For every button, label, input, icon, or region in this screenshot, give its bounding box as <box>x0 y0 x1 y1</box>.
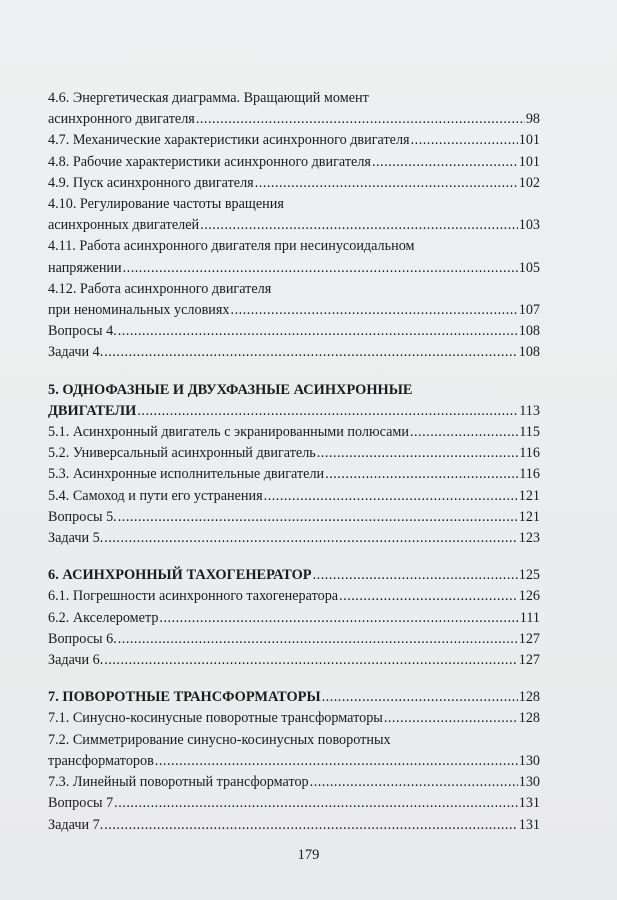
toc-entry[interactable] <box>48 650 540 671</box>
toc-page-number: 116 <box>519 466 540 483</box>
dot-leader <box>104 528 517 549</box>
toc-entry-title: при неноминальных условиях <box>48 302 230 319</box>
toc-entry[interactable] <box>48 88 540 130</box>
toc-page-number: 107 <box>518 302 540 319</box>
toc-entry[interactable] <box>48 173 540 194</box>
toc-entry-title: 5.2. Универсальный асинхронный двигатель <box>48 445 316 462</box>
toc-entry[interactable] <box>48 194 540 236</box>
dot-leader <box>196 109 525 130</box>
toc-entry[interactable] <box>48 608 540 629</box>
toc-page-number: 98 <box>525 111 540 128</box>
toc-entry[interactable] <box>48 342 540 363</box>
toc-entry-title: 4.7. Механические характеристики асинхронного двигателя <box>48 132 410 149</box>
page-number: 179 <box>297 847 320 863</box>
toc-entry-title: 4.8. Рабочие характеристики асинхронного двигателя <box>48 153 371 170</box>
toc-page-number: 115 <box>519 424 540 441</box>
toc-entry-title-line: 7.2. Симметрирование синусно-косинусных поворотных <box>48 731 391 748</box>
toc-entry-title: 7.1. Синусно-косинусные поворотные трансформаторы <box>48 710 383 727</box>
toc-entry-title: напряжении <box>48 259 122 276</box>
toc-page-number: 116 <box>519 445 540 462</box>
dot-leader <box>313 565 518 586</box>
toc-page-number: 131 <box>518 795 540 812</box>
toc-entry[interactable] <box>48 815 540 836</box>
toc-page-number: 125 <box>518 567 540 584</box>
toc-entry[interactable] <box>48 443 540 464</box>
dot-leader <box>384 708 518 729</box>
toc-entry-leader-line <box>48 300 540 321</box>
toc-entry[interactable] <box>48 793 540 814</box>
toc-entry-title: Вопросы 7 <box>48 795 114 812</box>
dot-leader <box>200 215 518 236</box>
toc-entry-title-line: 5. ОДНОФАЗНЫЕ И ДВУХФАЗНЫЕ АСИНХРОННЫЕ <box>48 381 413 398</box>
toc-page-number: 127 <box>518 652 540 669</box>
toc-chapter[interactable] <box>48 565 540 586</box>
toc-entry[interactable] <box>48 321 540 342</box>
dot-leader <box>114 793 518 814</box>
toc-entry-title: Вопросы 5. <box>48 508 117 525</box>
dot-leader <box>322 687 518 708</box>
toc-entry-leader-line <box>48 215 540 236</box>
toc-page-number: 108 <box>518 344 540 361</box>
toc-page-number: 131 <box>518 816 540 833</box>
toc-entry-leader-line <box>48 708 540 729</box>
toc-entry-leader-line <box>48 321 540 342</box>
dot-leader <box>372 152 518 173</box>
toc-entry-leader-line <box>48 528 540 549</box>
toc-entry-title-line: 4.6. Энергетическая диаграмма. Вращающий момент <box>48 90 369 106</box>
toc-entry-title-line: 4.11. Работа асинхронного двигателя при несинусоидальном <box>48 238 415 255</box>
toc-entry-title: 4.9. Пуск асинхронного двигателя <box>48 174 254 191</box>
toc-entry[interactable] <box>48 528 540 549</box>
toc-entry-title: 6. АСИНХРОННЫЙ ТАХОГЕНЕРАТОР <box>48 567 312 584</box>
toc-entry-leader-line <box>48 464 540 485</box>
toc-entry-leader-line <box>48 443 540 464</box>
toc-entry-title: Задачи 7. <box>48 816 104 833</box>
toc-entry-leader-line <box>48 173 540 194</box>
dot-leader <box>264 486 518 507</box>
toc-page-number: 128 <box>518 689 540 706</box>
toc-entry-leader-line <box>48 751 540 772</box>
toc-page-number: 123 <box>518 530 540 547</box>
toc-page-number: 126 <box>518 588 540 605</box>
toc-entry[interactable] <box>48 464 540 485</box>
dot-leader <box>104 650 517 671</box>
dot-leader <box>159 608 518 629</box>
toc-page-number: 102 <box>518 174 540 191</box>
toc-page-number: 108 <box>518 323 540 340</box>
toc-entry-leader-line <box>48 486 540 507</box>
dot-leader <box>310 772 518 793</box>
dot-leader <box>339 586 518 607</box>
toc-entry-title-line: 4.12. Работа асинхронного двигателя <box>48 280 272 297</box>
toc-entry-title: 5.4. Самоход и пути его устранения <box>48 487 263 504</box>
toc-entry-leader-line <box>48 401 540 422</box>
toc-entry-leader-line <box>48 608 540 629</box>
toc-entry-leader-line <box>48 772 540 793</box>
toc-entry-leader-line <box>48 793 540 814</box>
dot-leader <box>137 401 518 422</box>
toc-entry[interactable] <box>48 279 540 321</box>
toc-entry-title: Вопросы 4. <box>48 323 117 340</box>
toc-entry[interactable] <box>48 486 540 507</box>
toc-entry[interactable] <box>48 152 540 173</box>
toc-page-number: 121 <box>518 487 540 504</box>
toc-page-number: 113 <box>519 402 540 419</box>
toc-entry[interactable] <box>48 507 540 528</box>
toc-entry-leader-line <box>48 629 540 650</box>
toc-entry-leader-line <box>48 422 540 443</box>
toc-entry-title: 7. ПОВОРОТНЫЕ ТРАНСФОРМАТОРЫ <box>48 689 321 706</box>
table-of-contents <box>48 88 540 836</box>
toc-page-number: 101 <box>518 132 540 149</box>
toc-entry-leader-line <box>48 687 540 708</box>
dot-leader <box>317 443 518 464</box>
toc-entry[interactable] <box>48 586 540 607</box>
dot-leader <box>118 507 518 528</box>
dot-leader <box>118 321 518 342</box>
toc-entry-leader-line <box>48 586 540 607</box>
toc-page-number: 130 <box>518 752 540 769</box>
toc-page-number: 111 <box>519 609 540 626</box>
toc-entry-title: Вопросы 6. <box>48 630 117 647</box>
dot-leader <box>231 300 518 321</box>
toc-entry-leader-line <box>48 258 540 279</box>
toc-entry-leader-line <box>48 507 540 528</box>
toc-entry-leader-line <box>48 815 540 836</box>
toc-entry-title: Задачи 6. <box>48 652 104 669</box>
dot-leader <box>325 464 518 485</box>
toc-entry-leader-line <box>48 342 540 363</box>
toc-entry-title: асинхронных двигателей <box>48 217 200 234</box>
toc-chapter[interactable] <box>48 687 540 708</box>
toc-entry[interactable] <box>48 730 540 772</box>
toc-entry[interactable] <box>48 708 540 729</box>
toc-entry-title: 5.3. Асинхронные исполнительные двигатели <box>48 466 325 483</box>
dot-leader <box>118 629 518 650</box>
toc-entry[interactable] <box>48 422 540 443</box>
dot-leader <box>155 751 518 772</box>
toc-chapter[interactable] <box>48 380 540 422</box>
toc-page-number: 127 <box>518 630 540 647</box>
toc-entry-title: 7.3. Линейный поворотный трансформатор <box>48 774 309 791</box>
toc-entry-title: 6.1. Погрешности асинхронного тахогенератора <box>48 588 339 605</box>
toc-page-number: 103 <box>518 217 540 234</box>
toc-entry-title: ДВИГАТЕЛИ <box>48 402 137 419</box>
toc-entry-leader-line <box>48 565 540 586</box>
toc-page-number: 121 <box>518 508 540 525</box>
toc-entry-title: Задачи 4. <box>48 344 104 361</box>
dot-leader <box>255 173 518 194</box>
toc-entry-leader-line <box>48 130 540 151</box>
toc-entry[interactable] <box>48 629 540 650</box>
dot-leader <box>104 815 517 836</box>
dot-leader <box>411 130 518 151</box>
toc-page-number: 105 <box>518 259 540 276</box>
toc-entry-title: Задачи 5. <box>48 530 104 547</box>
toc-entry[interactable] <box>48 130 540 151</box>
toc-entry-title: 6.2. Акселерометр <box>48 609 159 626</box>
dot-leader <box>410 422 518 443</box>
toc-entry-title-line: 4.10. Регулирование частоты вращения <box>48 196 284 213</box>
toc-page-number: 128 <box>518 710 540 727</box>
toc-page-number: 101 <box>518 153 540 170</box>
toc-entry-leader-line <box>48 109 540 130</box>
toc-entry-title: 5.1. Асинхронный двигатель с экранированными полюсами <box>48 424 409 441</box>
toc-entry-leader-line <box>48 650 540 671</box>
toc-entry[interactable] <box>48 236 540 278</box>
toc-entry-leader-line <box>48 152 540 173</box>
dot-leader <box>123 258 518 279</box>
toc-entry-title: трансформаторов <box>48 752 154 769</box>
dot-leader <box>104 342 517 363</box>
toc-page-number: 130 <box>518 774 540 791</box>
toc-entry-title: асинхронного двигателя <box>48 111 195 128</box>
toc-entry[interactable] <box>48 772 540 793</box>
